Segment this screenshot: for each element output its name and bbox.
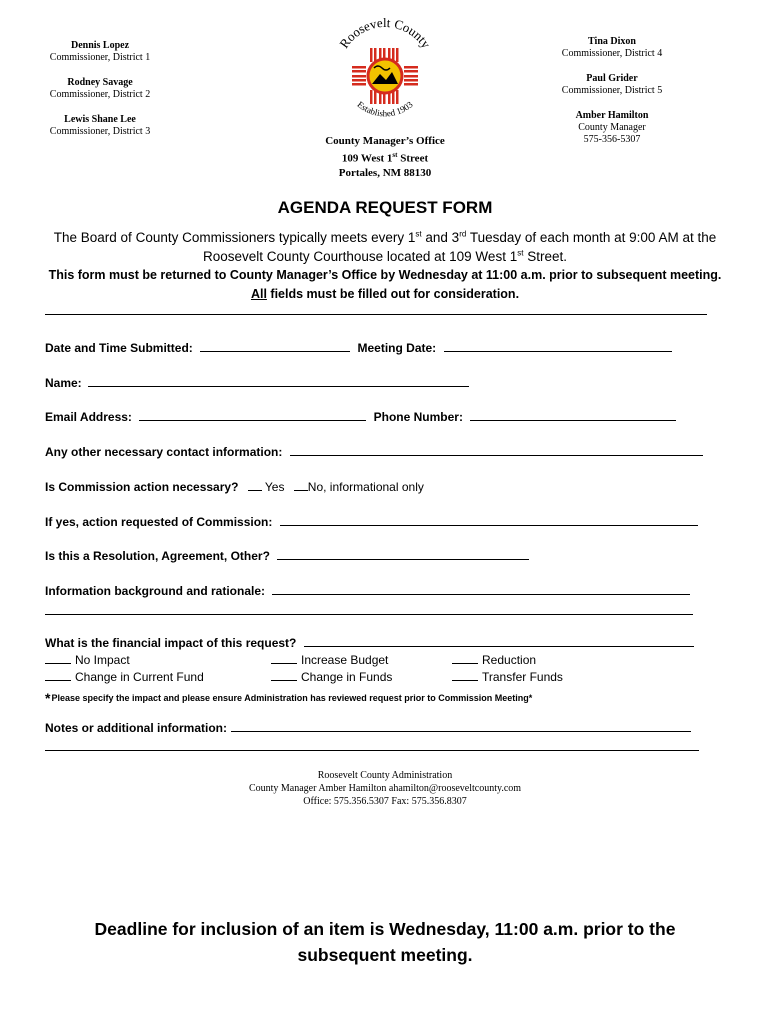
financial-note: [45, 690, 532, 706]
office-name: County Manager’s Office: [325, 135, 445, 147]
notes-label: Notes or additional information:: [45, 721, 227, 735]
submission-notice: [40, 266, 730, 304]
intro-text-2: and 3: [421, 230, 460, 245]
footer-contact: [0, 769, 770, 808]
commissioner-entry: [532, 73, 692, 97]
other-contact-row: [45, 445, 703, 459]
option-blank[interactable]: [452, 670, 478, 681]
resolution-row: [45, 549, 529, 563]
commissioner-name: Paul Grider: [586, 73, 638, 84]
date-time-input[interactable]: [200, 341, 350, 352]
office-street-pre: 109 West 1: [341, 152, 393, 165]
commissioner-title: Commissioner, District 1: [49, 52, 151, 63]
commissioner-title: Commissioner, District 2: [49, 89, 151, 100]
option-blank[interactable]: [271, 653, 297, 664]
divider-line: [45, 314, 707, 315]
no-label: No, informational only: [307, 480, 424, 494]
intro-text-3: Tuesday of each month at 9:00 AM at the Roosevelt County Courthouse located at 109 West 1: [203, 230, 717, 264]
notes-continuation-line[interactable]: [45, 750, 699, 751]
commissioner-name: Lewis Shane Lee: [64, 114, 136, 125]
meeting-date-label: Meeting Date:: [357, 341, 437, 355]
manager-phone: 575-356-5307: [583, 134, 641, 145]
form-title: AGENDA REQUEST FORM: [277, 198, 493, 217]
commissioner-title: Commissioner, District 3: [49, 126, 151, 137]
background-label: Information background and rationale:: [45, 584, 266, 598]
background-continuation-line[interactable]: [45, 614, 693, 615]
manager-title: County Manager: [578, 122, 646, 133]
option-transfer-funds[interactable]: [452, 670, 563, 684]
commission-action-label: Is Commission action necessary?: [45, 480, 239, 494]
commissioner-title: Commissioner, District 4: [561, 48, 663, 59]
office-street: [0, 148, 770, 166]
financial-note-text: Please specify the impact and please ensure Administration has reviewed request prior to Commission Meeting*: [51, 693, 533, 703]
option-blank[interactable]: [45, 670, 71, 681]
commissioner-entry: [20, 77, 180, 101]
notes-row: [45, 721, 691, 735]
zia-sun-icon: [352, 48, 418, 104]
option-label: Reduction: [482, 653, 537, 667]
commissioner-entry: [20, 40, 180, 64]
notice-text-2: fields must be filled out for consideration.: [266, 287, 520, 301]
resolution-label: Is this a Resolution, Agreement, Other?: [45, 549, 270, 563]
financial-row: [45, 636, 694, 650]
commissioner-entry: [532, 36, 692, 60]
email-input[interactable]: [139, 410, 366, 421]
commissioner-name: Rodney Savage: [67, 77, 133, 88]
yes-checkbox[interactable]: [248, 480, 262, 491]
seal-bottom-text: Established 1903: [355, 99, 415, 119]
option-change-current-fund[interactable]: [45, 670, 204, 684]
option-label: Change in Funds: [301, 670, 393, 684]
name-row: [45, 376, 469, 390]
option-blank[interactable]: [271, 670, 297, 681]
name-input[interactable]: [88, 376, 469, 387]
commissioner-name: Tina Dixon: [588, 36, 636, 47]
office-street-sup: st: [392, 151, 398, 159]
notice-text-1: This form must be returned to County Manager’s Office by Wednesday at 11:00 a.m. prior to subsequent meeting.: [48, 268, 722, 282]
intro-text-4: Street.: [523, 249, 567, 264]
option-label: Change in Current Fund: [75, 670, 204, 684]
office-city: Portales, NM 88130: [338, 166, 432, 179]
intro-sup-3: st: [517, 248, 524, 258]
meeting-date-input[interactable]: [444, 341, 672, 352]
manager-name: Amber Hamilton: [575, 110, 649, 121]
asterisk-icon: *: [45, 690, 51, 706]
phone-input[interactable]: [470, 410, 676, 421]
date-time-label: Date and Time Submitted:: [45, 341, 193, 355]
financial-label: What is the financial impact of this request?: [45, 636, 297, 650]
email-label: Email Address:: [45, 410, 132, 424]
option-label: Increase Budget: [301, 653, 389, 667]
action-requested-input[interactable]: [280, 515, 698, 526]
option-reduction[interactable]: [452, 653, 536, 667]
other-contact-label: Any other necessary contact information:: [45, 445, 283, 459]
option-blank[interactable]: [45, 653, 71, 664]
office-address: [0, 134, 770, 180]
option-no-impact[interactable]: [45, 653, 130, 667]
commissioner-name: Dennis Lopez: [70, 40, 130, 51]
option-change-in-funds[interactable]: [271, 670, 392, 684]
office-street-post: Street: [397, 152, 429, 165]
svg-text:Roosevelt County: [336, 15, 434, 51]
background-row: [45, 584, 690, 598]
yes-label: Yes: [264, 480, 285, 494]
notes-input[interactable]: [231, 721, 691, 732]
resolution-input[interactable]: [277, 549, 529, 560]
option-blank[interactable]: [452, 653, 478, 664]
footer-phones: Office: 575.356.5307 Fax: 575.356.8307: [303, 796, 467, 807]
intro-sup-2: rd: [459, 229, 467, 239]
option-label: No Impact: [75, 653, 130, 667]
county-seal-logo: [330, 14, 440, 134]
financial-input[interactable]: [304, 636, 694, 647]
intro-text-1: The Board of County Commissioners typically meets every 1: [53, 230, 416, 245]
intro-paragraph: [40, 228, 730, 266]
date-time-row: [45, 341, 672, 355]
seal-top-text: Roosevelt County: [336, 14, 434, 51]
email-phone-row: [45, 410, 676, 424]
name-label: Name:: [45, 376, 82, 390]
action-requested-label: If yes, action requested of Commission:: [45, 515, 273, 529]
no-checkbox[interactable]: [294, 480, 308, 491]
action-requested-row: [45, 515, 698, 529]
background-input[interactable]: [272, 584, 690, 595]
footer-org: Roosevelt County Administration: [317, 770, 453, 781]
other-contact-input[interactable]: [290, 445, 703, 456]
phone-label: Phone Number:: [373, 410, 463, 424]
option-increase-budget[interactable]: [271, 653, 388, 667]
intro-sup-1: st: [415, 229, 422, 239]
option-label: Transfer Funds: [482, 670, 563, 684]
deadline-notice: Deadline for inclusion of an item is Wednesday, 11:00 a.m. prior to the subsequent meeting.: [94, 919, 676, 965]
commissioner-title: Commissioner, District 5: [561, 85, 663, 96]
commission-action-row: [45, 480, 424, 494]
notice-emphasis: All: [250, 287, 267, 301]
footer-manager: County Manager Amber Hamilton ahamilton@rooseveltcounty.com: [248, 783, 522, 794]
